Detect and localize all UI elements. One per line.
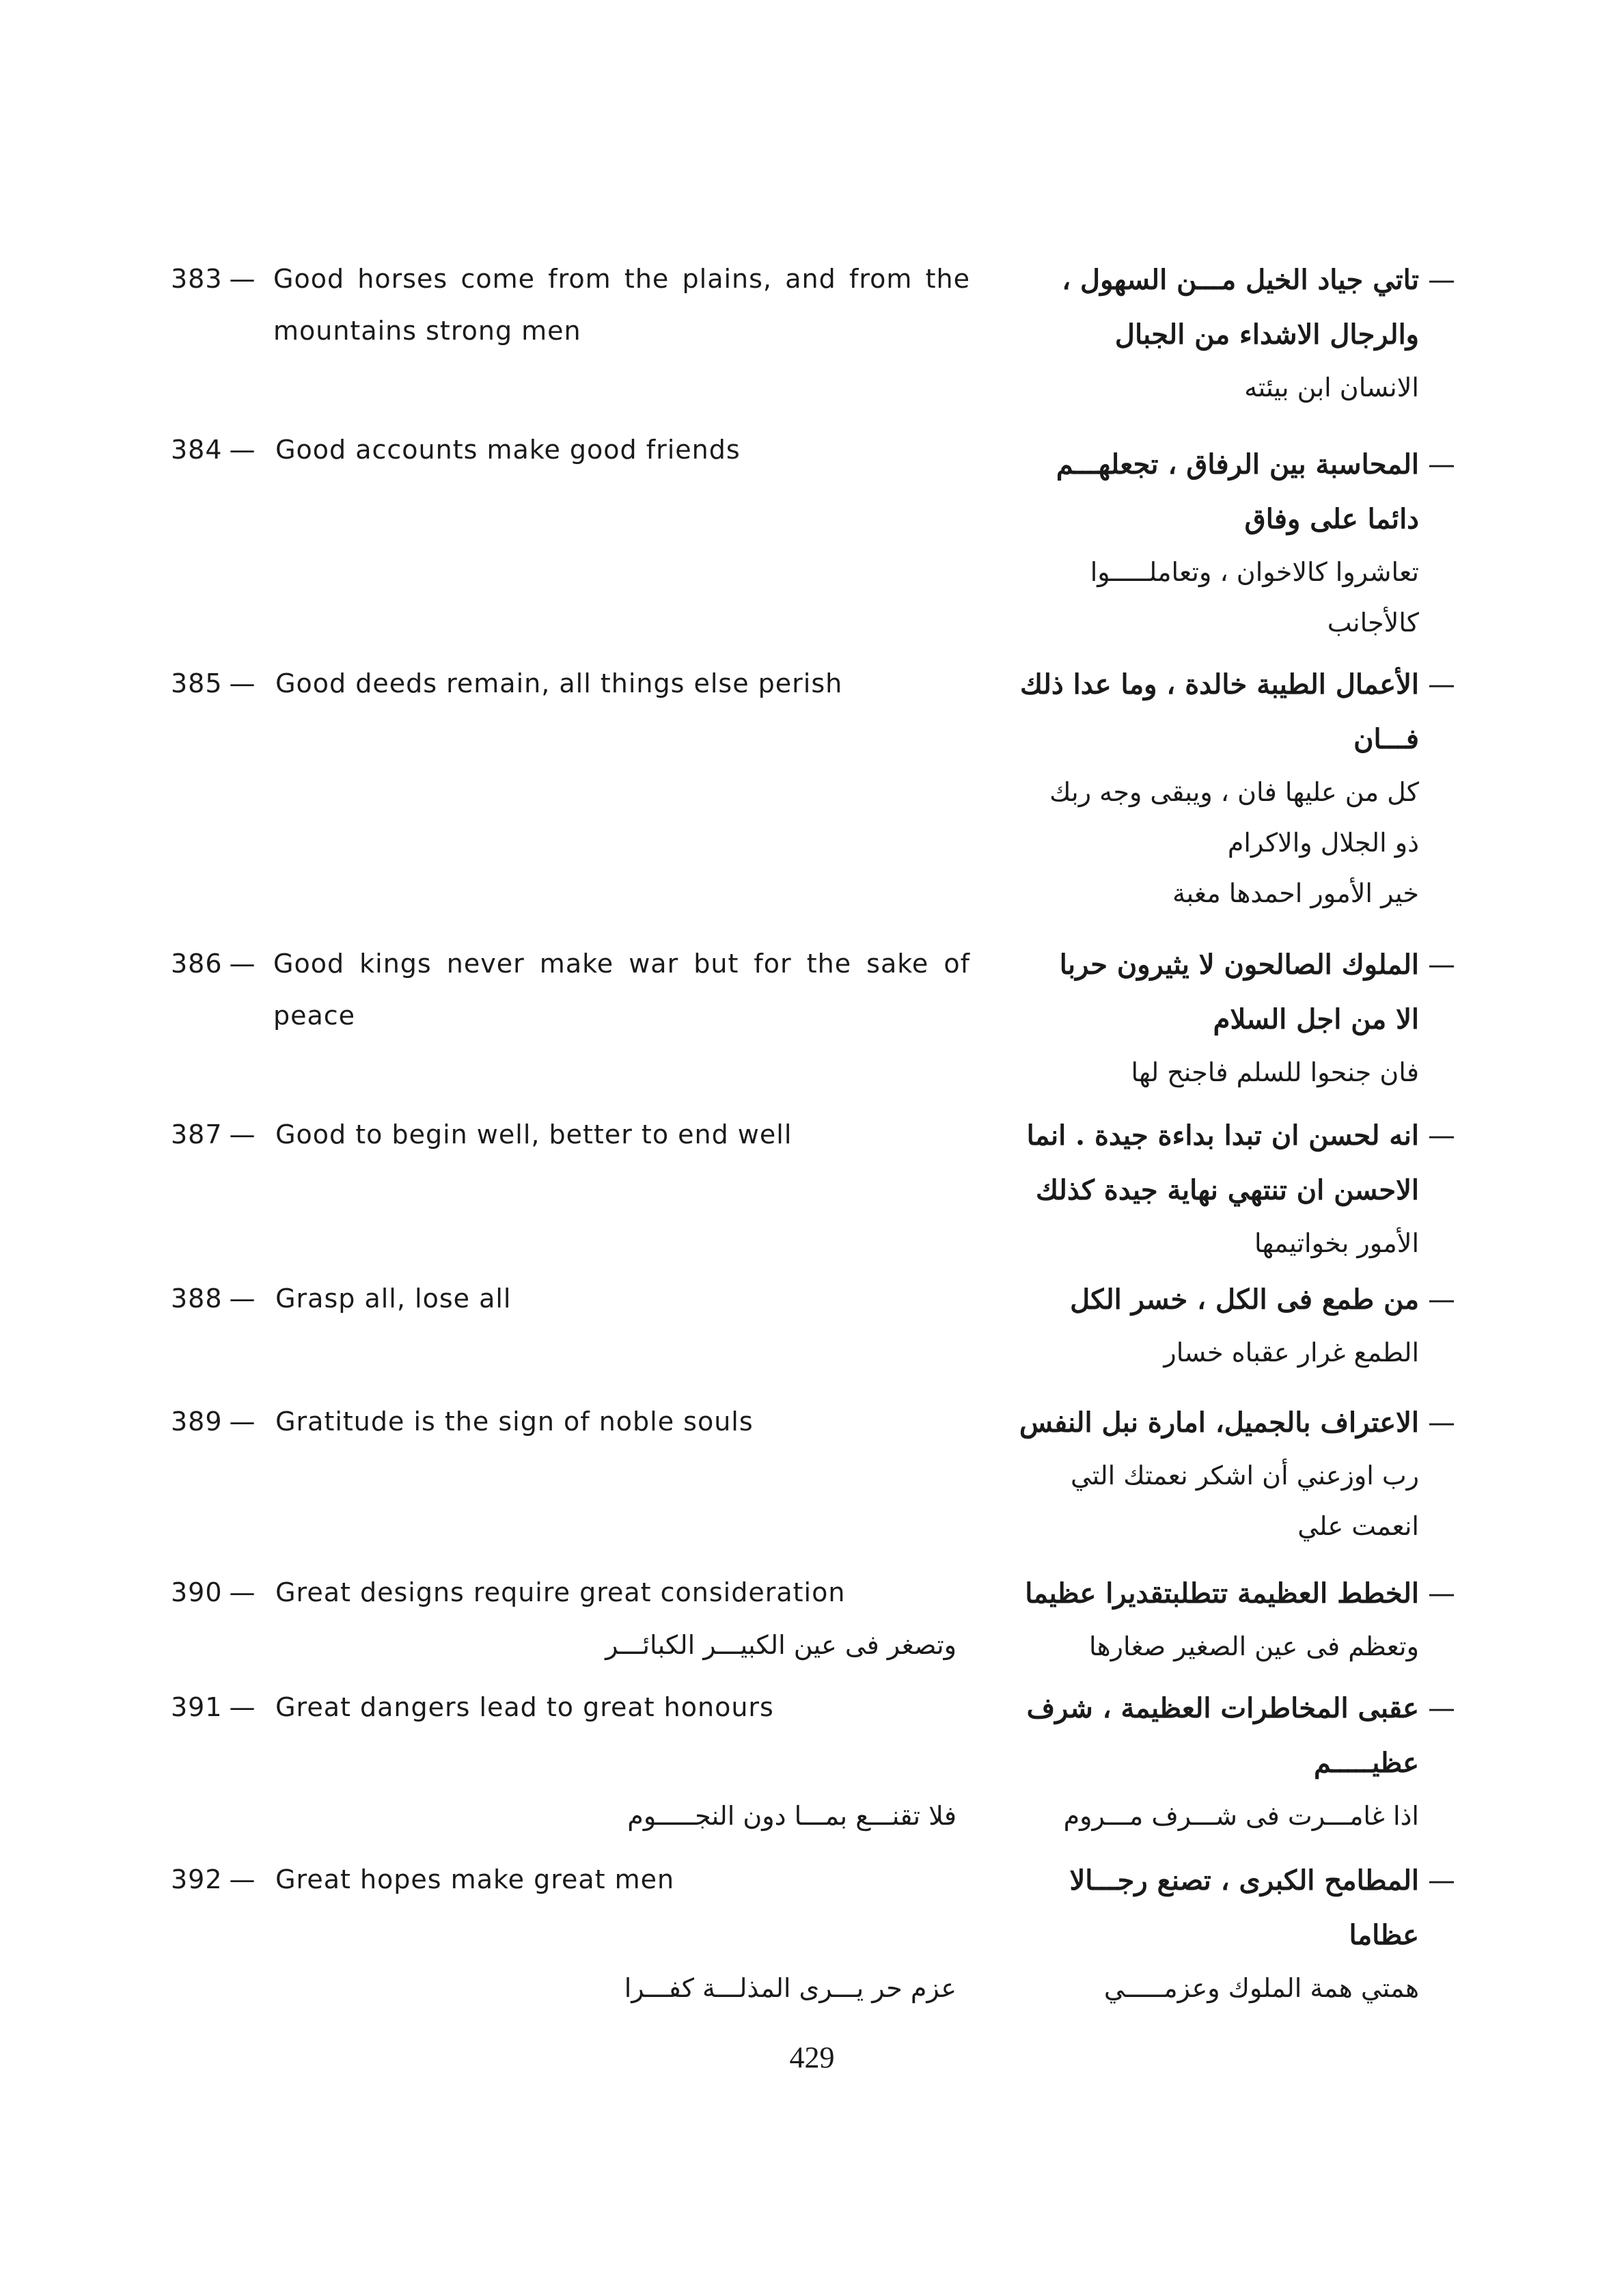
arabic-equivalent-line: فان جنحوا للسلم فاجنح لها (1131, 1057, 1419, 1087)
english-text: Great hopes make great men (275, 1864, 675, 1894)
english-proverb (171, 938, 970, 1042)
page-number: 429 (789, 2041, 835, 2074)
arabic-equivalent-line: ذو الجلال والاكرام (1227, 828, 1419, 858)
dash: — (229, 1283, 256, 1314)
english-text: Grasp all, lose all (275, 1283, 512, 1314)
arabic-proverb (982, 1853, 1419, 2013)
english-proverb (171, 657, 970, 709)
dash: — (229, 1577, 256, 1607)
arabic-dash: — (1428, 949, 1455, 981)
english-proverb (171, 424, 970, 476)
arabic-dash: — (1428, 1407, 1455, 1439)
arabic-dash: — (1428, 449, 1455, 480)
arabic-verse-second-hemistich: وتصغر فى عين الكبيـــر الكبائـــر (605, 1630, 956, 1660)
english-text: Good to begin well, better to end well (275, 1119, 793, 1150)
arabic-proverb (982, 1109, 1419, 1268)
arabic-equivalent-line: خير الأمور احمدها مغبة (1172, 878, 1419, 908)
arabic-dash: — (1428, 1284, 1455, 1316)
arabic-dash: — (1428, 1693, 1455, 1724)
arabic-equivalent-line: وتعظم فى عين الصغير صغارها (1089, 1631, 1419, 1661)
arabic-equivalent-line: الأمور بخواتيمها (1254, 1228, 1419, 1258)
arabic-dash: — (1428, 1120, 1455, 1152)
arabic-bold-line: عظاما (1349, 1919, 1419, 1951)
english-proverb (171, 1853, 970, 1905)
proverb-number: 387 (171, 1119, 223, 1150)
arabic-bold-line: فـــان (1353, 723, 1419, 755)
proverb-number: 386 (171, 949, 223, 979)
english-proverb (171, 253, 970, 357)
arabic-proverb (982, 437, 1419, 648)
arabic-bold-line: الاحسن ان تنتهي نهاية جيدة كذلك (1036, 1174, 1419, 1206)
english-proverb (171, 1273, 970, 1324)
proverb-number: 389 (171, 1406, 223, 1437)
arabic-bold-line: المطامح الكبرى ، تصنع رجـــالا (1069, 1864, 1419, 1896)
proverb-number: 384 (171, 435, 223, 465)
arabic-proverb (982, 253, 1419, 413)
arabic-proverb (982, 1273, 1419, 1378)
arabic-bold-line: الخطط العظيمة تتطلبتقديرا عظيما (1025, 1577, 1419, 1609)
arabic-proverb (982, 1681, 1419, 1841)
english-text: Good horses come from the plains, and from the mountains strong men (273, 264, 970, 346)
english-proverb (171, 1566, 970, 1618)
dash: — (229, 1692, 256, 1722)
dash: — (229, 1119, 256, 1150)
arabic-bold-line: انه لحسن ان تبدا بداءة جيدة . انما (1026, 1119, 1419, 1152)
english-proverb (171, 1396, 970, 1447)
proverb-number: 383 (171, 264, 223, 294)
proverb-number: 391 (171, 1692, 223, 1722)
arabic-bold-line: تاتي جياد الخيل مـــن السهول ، (1062, 264, 1419, 296)
dash: — (229, 264, 256, 294)
dash: — (229, 1406, 256, 1437)
english-text: Great dangers lead to great honours (275, 1692, 774, 1722)
arabic-equivalent-line: كل من عليها فان ، ويبقى وجه ربك (1049, 777, 1419, 807)
arabic-equivalent-line: تعاشروا كالاخوان ، وتعاملـــــوا (1090, 557, 1419, 587)
arabic-dash: — (1428, 1578, 1455, 1609)
arabic-bold-line: الملوك الصالحون لا يثيرون حربا (1059, 949, 1419, 981)
arabic-equivalent-line: الانسان ابن بيئته (1244, 372, 1419, 403)
english-text: Good deeds remain, all things else perish (275, 668, 843, 698)
arabic-equivalent-line: انعمت علي (1297, 1511, 1419, 1541)
arabic-equivalent-line: كالأجانب (1327, 608, 1419, 638)
dash: — (229, 1864, 256, 1894)
dash: — (229, 435, 256, 465)
english-proverb (171, 1109, 970, 1160)
arabic-equivalent-line: اذا غامـــرت فى شـــرف مـــروم (1063, 1801, 1419, 1831)
proverb-number: 390 (171, 1577, 223, 1607)
arabic-bold-line: الا من اجل السلام (1213, 1003, 1419, 1035)
arabic-proverb (982, 657, 1419, 919)
arabic-bold-line: الاعتراف بالجميل، امارة نبل النفس (1019, 1406, 1419, 1439)
arabic-dash: — (1428, 1865, 1455, 1896)
arabic-dash: — (1428, 669, 1455, 701)
english-text: Good kings never make war but for the sake of peace (273, 949, 970, 1031)
arabic-proverb (982, 938, 1419, 1098)
english-text: Good accounts make good friends (275, 435, 741, 465)
arabic-proverb (982, 1396, 1419, 1551)
arabic-bold-line: الأعمال الطيبة خالدة ، وما عدا ذلك (1019, 668, 1419, 701)
arabic-proverb (982, 1566, 1419, 1672)
arabic-verse-second-hemistich: فلا تقنـــع بمـــا دون النجـــــوم (627, 1801, 956, 1831)
arabic-verse-second-hemistich: عزم حر يـــرى المذلـــة كفـــرا (624, 1973, 956, 2003)
dash: — (229, 668, 256, 698)
arabic-bold-line: والرجال الاشداء من الجبال (1114, 318, 1419, 351)
arabic-bold-line: عقبى المخاطرات العظيمة ، شرف (1026, 1692, 1419, 1724)
arabic-equivalent-line: رب اوزعني أن اشكر نعمتك التي (1070, 1460, 1419, 1491)
english-proverb (171, 1681, 970, 1733)
arabic-bold-line: عظيـــــم (1314, 1747, 1419, 1779)
english-text: Gratitude is the sign of noble souls (275, 1406, 754, 1437)
english-text: Great designs require great consideration (275, 1577, 846, 1607)
arabic-bold-line: من طمع فى الكل ، خسر الكل (1070, 1283, 1419, 1316)
arabic-dash: — (1428, 264, 1455, 296)
arabic-bold-line: المحاسبة بين الرفاق ، تجعلهـــم (1056, 448, 1419, 480)
proverb-number: 385 (171, 668, 223, 698)
proverb-number: 392 (171, 1864, 223, 1894)
dash: — (229, 949, 256, 979)
arabic-bold-line: دائما على وفاق (1244, 503, 1419, 535)
arabic-equivalent-line: الطمع غرار عقباه خسار (1164, 1337, 1419, 1368)
arabic-equivalent-line: همتي همة الملوك وعزمـــــي (1103, 1973, 1419, 2003)
proverb-number: 388 (171, 1283, 223, 1314)
